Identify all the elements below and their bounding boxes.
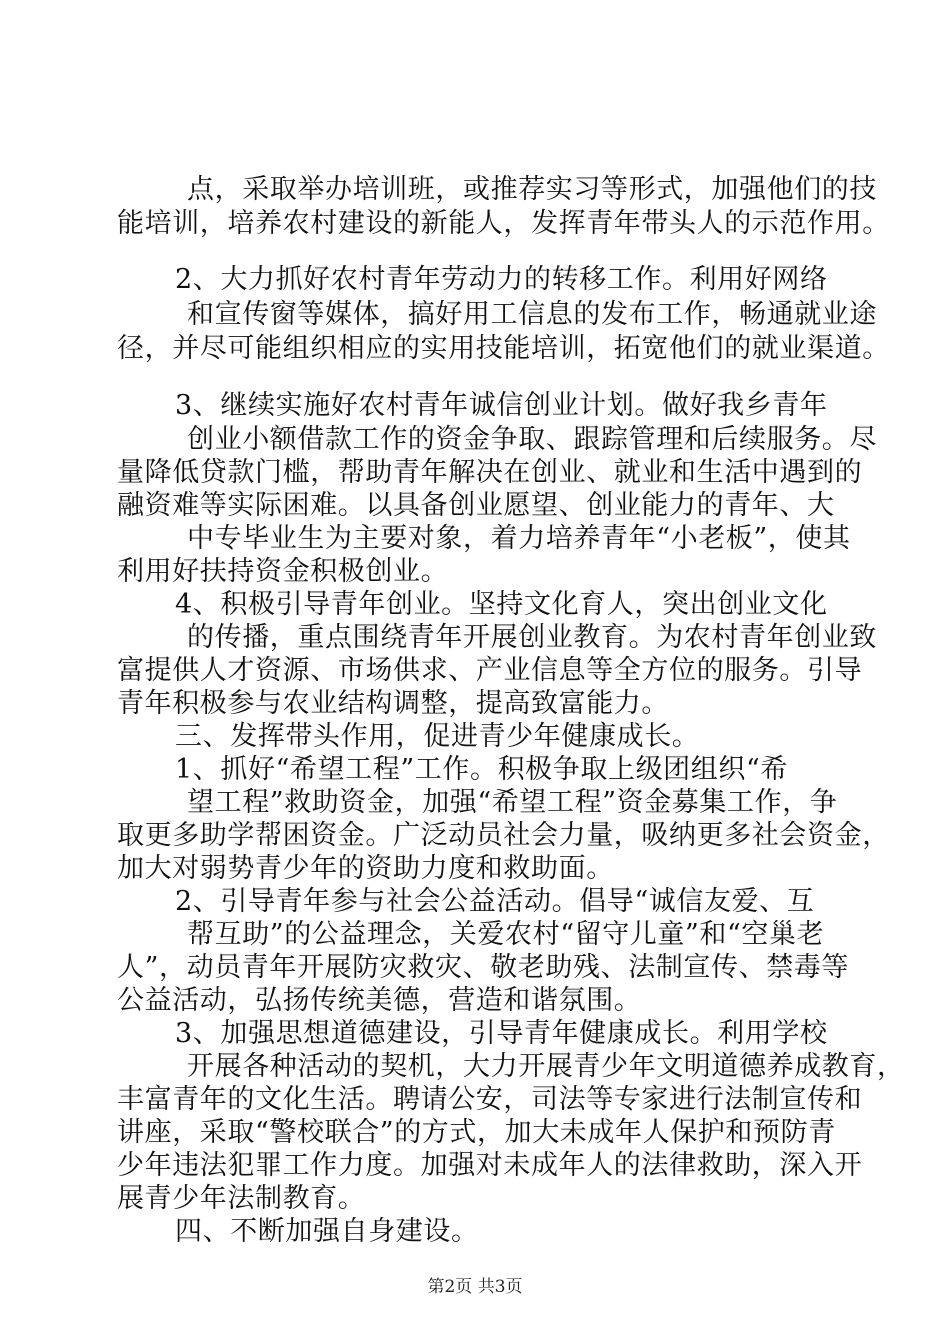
paragraph-line: 公益活动，弘扬传统美德，营造和谐氛围。 <box>117 985 642 1016</box>
paragraph-line: 丰富青年的文化生活。聘请公安，司法等专家进行法制宣传和 <box>117 1084 863 1115</box>
paragraph-line: 开展各种活动的契机，大力开展青少年文明道德养成教育， <box>187 1051 905 1082</box>
paragraph-line: 展青少年法制教育。 <box>117 1183 366 1214</box>
paragraph-line: 的传播，重点围绕青年开展创业教育。为农村青年创业致 <box>187 622 877 653</box>
paragraph-line: 少年违法犯罪工作力度。加强对未成年人的法律救助，深入开 <box>117 1150 863 1181</box>
section-heading: 四、不断加强自身建设。 <box>175 1216 479 1247</box>
paragraph-line: 和宣传窗等媒体，搞好用工信息的发布工作，畅通就业途 <box>187 299 877 330</box>
page-number-footer: 第2页 共3页 <box>427 1277 523 1297</box>
paragraph-line: 点，采取举办培训班，或推荐实习等形式，加强他们的技 <box>187 174 877 205</box>
paragraph-line: 富提供人才资源、市场供求、产业信息等全方位的服务。引导 <box>117 655 863 686</box>
paragraph-line: 3、加强思想道德建设，引导青年健康成长。利用学校 <box>175 1018 828 1049</box>
paragraph-line: 融资难等实际困难。以具备创业愿望、创业能力的青年、大 <box>117 490 835 521</box>
paragraph-line: 4、积极引导青年创业。坚持文化育人，突出创业文化 <box>175 589 828 620</box>
paragraph-line: 望工程”救助资金，加强“希望工程”资金募集工作，争 <box>187 787 838 818</box>
paragraph-line: 帮互助”的公益理念，关爱农村“留守儿童”和“空巢老 <box>187 919 825 950</box>
paragraph-line: 加大对弱势青少年的资助力度和救助面。 <box>117 853 614 884</box>
paragraph-line: 青年积极参与农业结构调整，提高致富能力。 <box>117 688 669 719</box>
paragraph-line: 径，并尽可能组织相应的实用技能培训，拓宽他们的就业渠道。 <box>117 333 890 364</box>
paragraph-line: 2、引导青年参与社会公益活动。倡导“诚信友爱、互 <box>175 886 815 917</box>
paragraph-line: 人”，动员青年开展防灾救灾、敬老助残、法制宣传、禁毒等 <box>117 952 850 983</box>
paragraph-line: 取更多助学帮困资金。广泛动员社会力量，吸纳更多社会资金， <box>117 820 890 851</box>
paragraph-line: 利用好扶持资金积极创业。 <box>117 556 449 587</box>
paragraph-line: 创业小额借款工作的资金争取、跟踪管理和后续服务。尽 <box>187 424 877 455</box>
paragraph-line: 3、继续实施好农村青年诚信创业计划。做好我乡青年 <box>175 390 828 421</box>
paragraph-line: 1、抓好“希望工程”工作。积极争取上级团组织“希 <box>175 754 788 785</box>
paragraph-line: 讲座，采取“警校联合”的方式，加大未成年人保护和预防青 <box>117 1117 836 1148</box>
paragraph-line: 2、大力抓好农村青年劳动力的转移工作。利用好网络 <box>175 264 828 295</box>
section-heading: 三、发挥带头作用，促进青少年健康成长。 <box>175 721 700 752</box>
paragraph-line: 中专毕业生为主要对象，着力培养青年“小老板”，使其 <box>187 523 851 554</box>
paragraph-line: 量降低贷款门槛，帮助青年解决在创业、就业和生活中遇到的 <box>117 457 863 488</box>
paragraph-line: 能培训，培养农村建设的新能人，发挥青年带头人的示范作用。 <box>117 208 890 239</box>
